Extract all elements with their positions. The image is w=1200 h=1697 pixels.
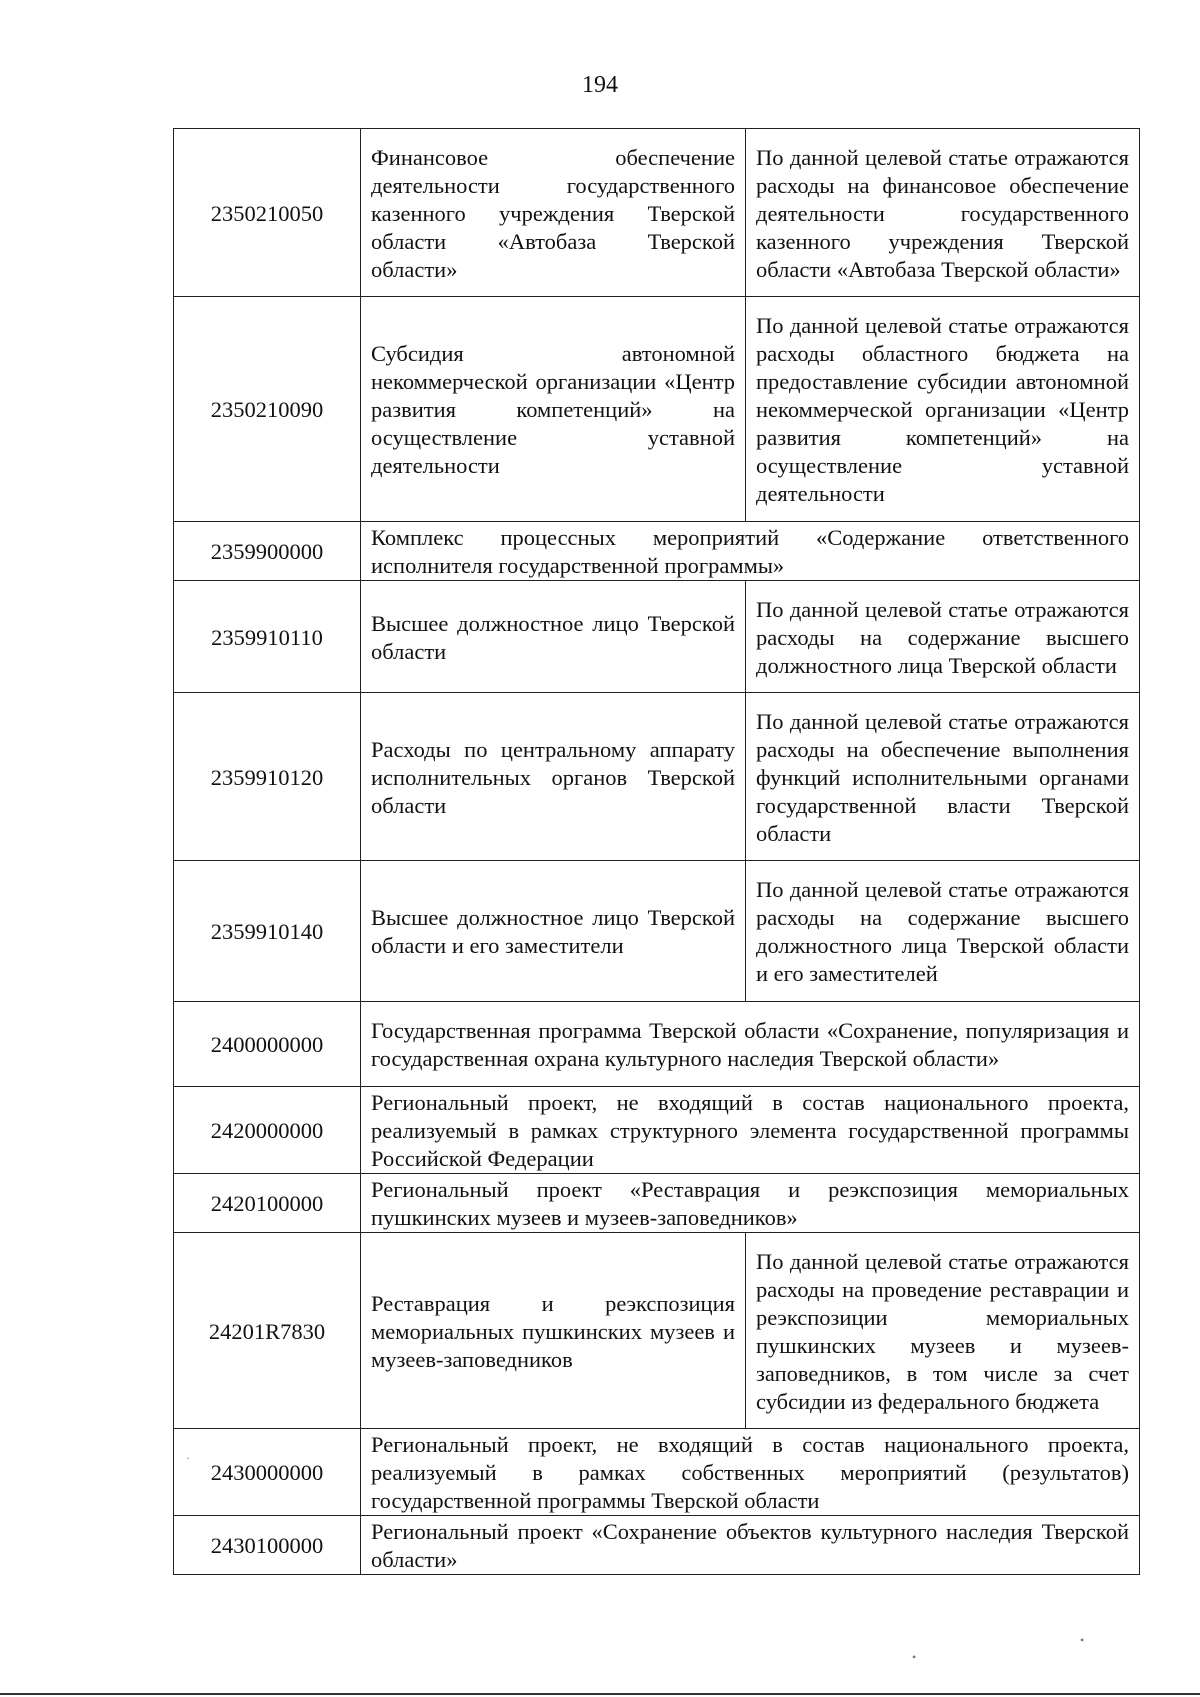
section-title: Региональный проект «Сохранение объектов культурного наследия Тверской области»: [361, 1516, 1140, 1575]
table-row: [174, 1429, 1140, 1516]
item-description: По данной целевой статье отражаются расходы на содержание высшего должностного лица Тверской области: [746, 581, 1140, 693]
item-name: Субсидия автономной некоммерческой организации «Центр развития компетенций» на осуществление уставной деятельности: [361, 297, 746, 522]
target-code: 2420000000: [174, 1087, 361, 1174]
target-code: 2359910140: [174, 861, 361, 1002]
section-title: Комплекс процессных мероприятий «Содержание ответственного исполнителя государственной программы»: [361, 522, 1140, 581]
item-description: По данной целевой статье отражаются расходы на содержание высшего должностного лица Тверской области и его заместителей: [746, 861, 1140, 1002]
section-title: Государственная программа Тверской области «Сохранение, популяризация и государственная охрана культурного наследия Тверской области»: [361, 1002, 1140, 1087]
item-name: Высшее должностное лицо Тверской области: [361, 581, 746, 693]
target-code: 24201R7830: [174, 1233, 361, 1429]
section-title: Региональный проект, не входящий в состав национального проекта, реализуемый в рамках структурного элемента государственной программы Российской Федерации: [361, 1087, 1140, 1174]
item-name: Финансовое обеспечение деятельности государственного казенного учреждения Тверской области «Автобаза Тверской области»: [361, 129, 746, 297]
table-row: [174, 581, 1140, 693]
section-title: Региональный проект «Реставрация и реэкспозиция мемориальных пушкинских музеев и музеев-заповедников»: [361, 1174, 1140, 1233]
table-row: [174, 1002, 1140, 1087]
scan-speck: •: [912, 1650, 917, 1664]
table-row: [174, 1516, 1140, 1575]
target-code: 2430000000: [174, 1429, 361, 1516]
item-description: По данной целевой статье отражаются расходы на проведение реставрации и реэкспозиции мемориальных пушкинских музеев и музеев-заповедников, в том числе за счет субсидии из федерального бюджета: [746, 1233, 1140, 1429]
table-row: [174, 1233, 1140, 1429]
item-description: По данной целевой статье отражаются расходы областного бюджета на предоставление субсидии автономной некоммерческой организации «Центр развития компетенций» на осуществление уставной деятельности: [746, 297, 1140, 522]
scan-speck: •: [1080, 1633, 1085, 1647]
target-code: 2350210090: [174, 297, 361, 522]
target-code: 2430100000: [174, 1516, 361, 1575]
target-code: 2359900000: [174, 522, 361, 581]
item-name: Реставрация и реэкспозиция мемориальных пушкинских музеев и музеев-заповедников: [361, 1233, 746, 1429]
target-code: 2420100000: [174, 1174, 361, 1233]
table-row: [174, 522, 1140, 581]
table-row: [174, 1174, 1140, 1233]
item-description: По данной целевой статье отражаются расходы на финансовое обеспечение деятельности государственного казенного учреждения Тверской области «Автобаза Тверской области»: [746, 129, 1140, 297]
target-code: 2359910120: [174, 693, 361, 861]
scan-edge-line: [0, 1693, 1200, 1695]
item-name: Расходы по центральному аппарату исполнительных органов Тверской области: [361, 693, 746, 861]
table-row: [174, 1087, 1140, 1174]
section-title: Региональный проект, не входящий в состав национального проекта, реализуемый в рамках собственных мероприятий (результатов) государственной программы Тверской области: [361, 1429, 1140, 1516]
item-name: Высшее должностное лицо Тверской области и его заместители: [361, 861, 746, 1002]
table-body: [174, 129, 1140, 1575]
table-row: [174, 129, 1140, 297]
table-row: [174, 861, 1140, 1002]
table-row: [174, 693, 1140, 861]
scan-speck: ·: [186, 1451, 190, 1465]
page-number: 194: [582, 72, 618, 98]
budget-items-table: [173, 128, 1140, 1575]
item-description: По данной целевой статье отражаются расходы на обеспечение выполнения функций исполнительными органами государственной власти Тверской области: [746, 693, 1140, 861]
table-row: [174, 297, 1140, 522]
target-code: 2359910110: [174, 581, 361, 693]
target-code: 2400000000: [174, 1002, 361, 1087]
target-code: 2350210050: [174, 129, 361, 297]
